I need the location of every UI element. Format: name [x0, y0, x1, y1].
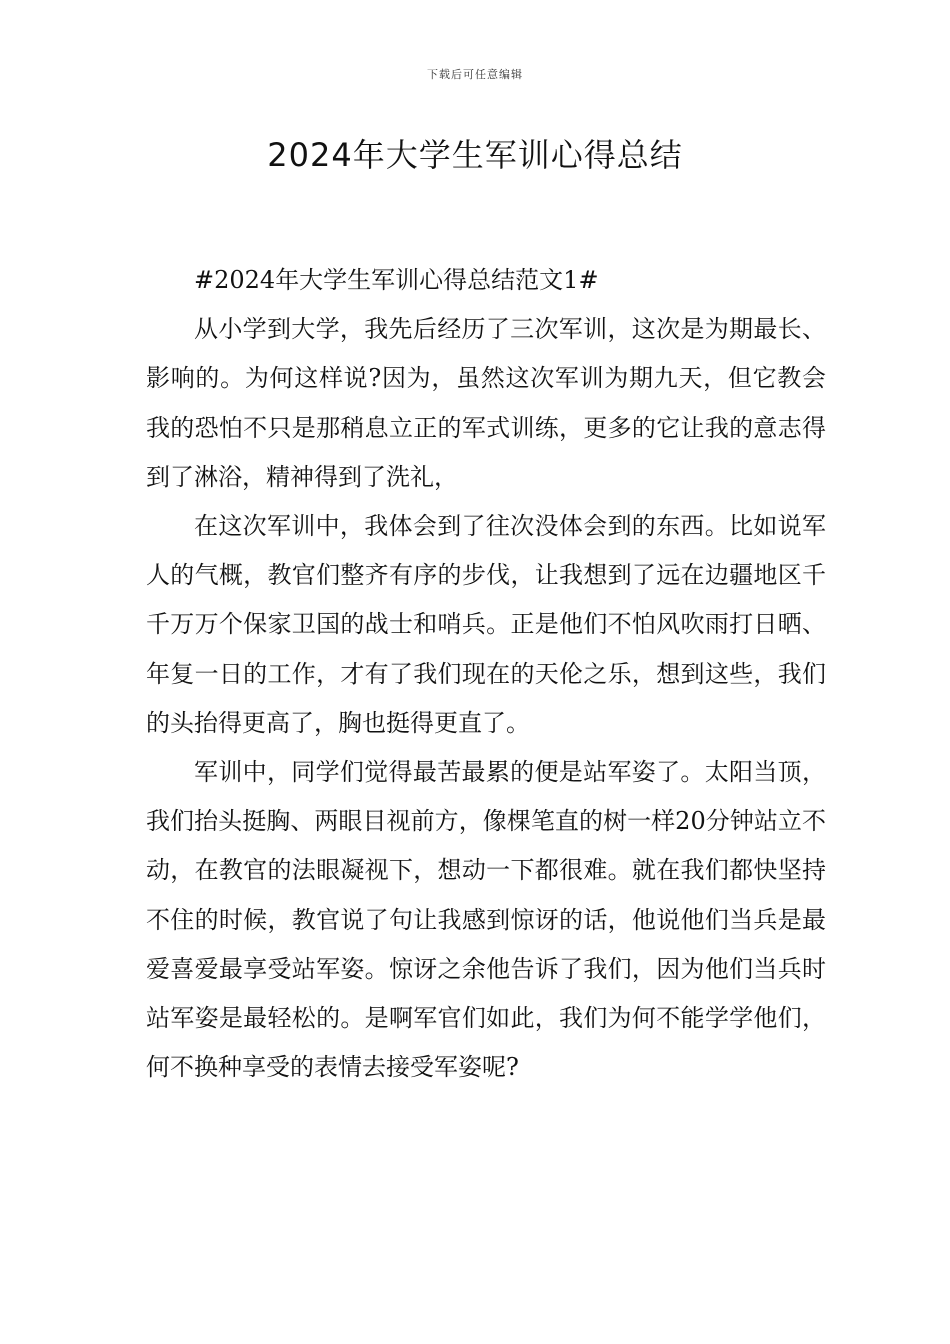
page-title: 2024年大学生军训心得总结: [267, 136, 683, 174]
paragraph-2: 在这次军训中，我体会到了往次没体会到的东西。比如说军人的气概，教官们整齐有序的步伐，让我想到了远在边疆地区千千万万个保家卫国的战士和哨兵。正是他们不怕风吹雨打日晒、年复一日的工作，才有了我们现在的天伦之乐，想到这些，我们的头抬得更高了，胸也挺得更直了。: [146, 512, 826, 737]
paragraph-3: 军训中，同学们觉得最苦最累的便是站军姿了。太阳当顶，我们抬头挺胸、两眼目视前方，像棵笔直的树一样20分钟站立不动，在教官的法眼凝视下，想动一下都很难。就在我们都快坚持不住的时候，教官说了句让我感到惊讶的话，他说他们当兵是最爱喜爱最享受站军姿。惊讶之余他告诉了我们，因为他们当兵时站军姿是最轻松的。是啊军官们如此，我们为何不能学学他们，何不换种享受的表情去接受军姿呢?: [146, 758, 826, 1082]
document-body: [146, 256, 826, 1092]
section-heading: #2024年大学生军训心得总结范文1#: [194, 266, 599, 294]
paragraph-1: 从小学到大学，我先后经历了三次军训，这次是为期最长、影响的。为何这样说?因为，虽然这次军训为期九天，但它教会我的恐怕不只是那稍息立正的军式训练，更多的它让我的意志得到了淋浴，精神得到了洗礼，: [146, 315, 826, 491]
header-note: 下载后可任意编辑: [427, 68, 523, 81]
